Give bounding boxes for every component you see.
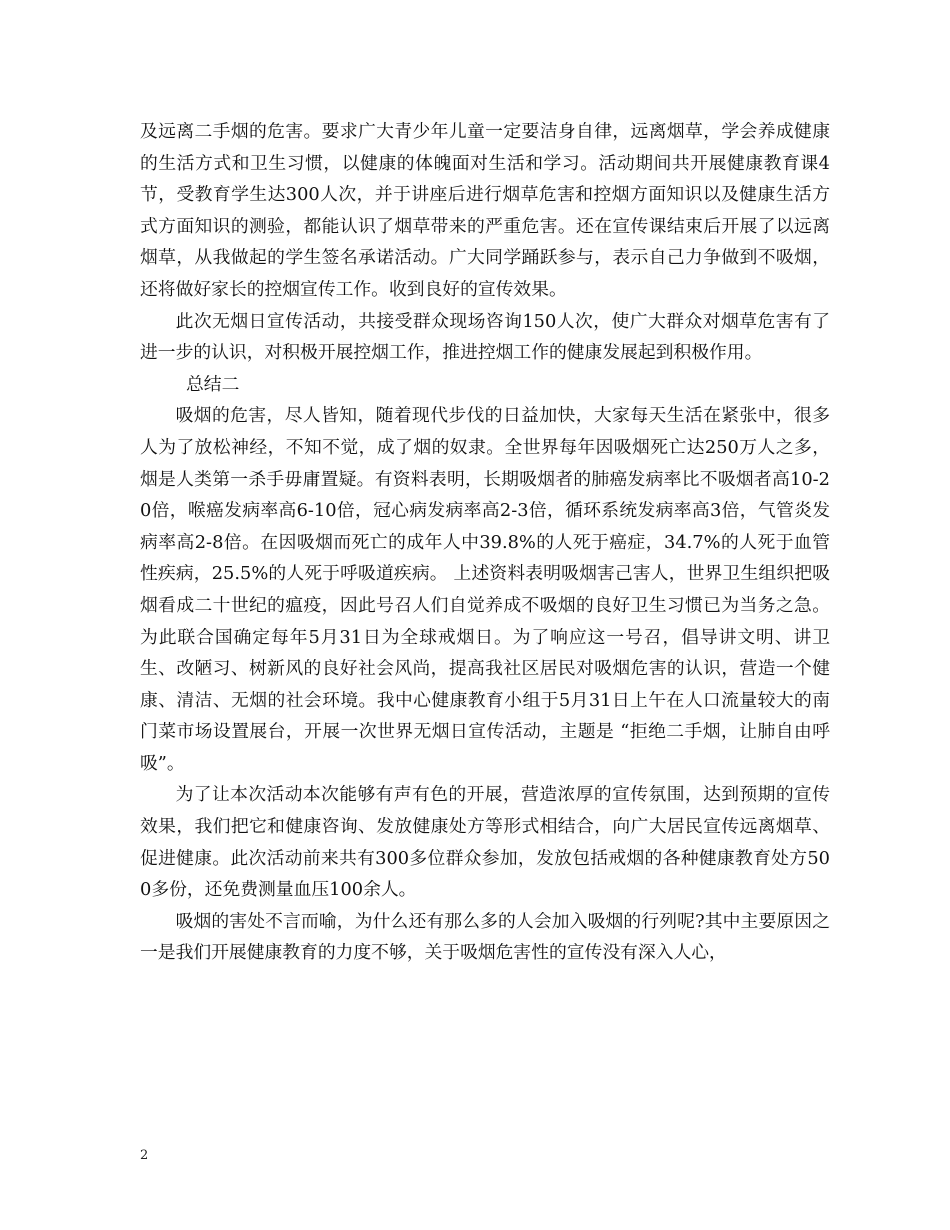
section-heading: 总结二 — [186, 373, 240, 395]
paragraph-reasons: 吸烟的害处不言而喻，为什么还有那么多的人会加入吸烟的行列呢?其中主要原因之一是我们开展健康教育的力度不够，关于吸烟危害性的宣传没有深入人心， — [140, 910, 830, 964]
paragraph-smoking-harm: 吸烟的危害，尽人皆知，随着现代步伐的日益加快，大家每天生活在紧张中，很多人为了放松神经，不知不觉，成了烟的奴隶。全世界每年因吸烟死亡达250万人之多，烟是人类第一杀手毋庸置疑。有资料表明，长期吸烟者的肺癌发病率比不吸烟者高10-20倍，喉癌发病率高6-10倍，冠心病发病率高2-3倍，循环系统发病率高3倍，气管炎发病率高2-8倍。在因吸烟而死亡的成年人中39.8%的人死于癌症，34.7%的人死于血管性疾病，25.5%的人死于呼吸道疾病。 上述资料表明吸烟害己害人，世界卫生组织把吸烟看成二十世纪的瘟疫，因此号召人们自觉养成不吸烟的良好卫生习惯已为当务之急。为此联合国确定每年5月31日为全球戒烟日。为了响应这一号召，倡导讲文明、讲卫生、改陋习、树新风的良好社会风尚，提高我社区居民对吸烟危害的认识，营造一个健康、清洁、无烟的社会环境。我中心健康教育小组于5月31日上午在人口流量较大的南门菜市场设置展台，开展一次世界无烟日宣传活动，主题是 “拒绝二手烟，让肺自由呼吸”。 — [140, 405, 830, 774]
paragraph-continued: 及远离二手烟的危害。要求广大青少年儿童一定要洁身自律，远离烟草，学会养成健康的生活方式和卫生习惯，以健康的体魄面对生活和学习。活动期间共开展健康教育课4节，受教育学生达300人次，并于讲座后进行烟草危害和控烟方面知识以及健康生活方式方面知识的测验，都能认识了烟草带来的严重危害。还在宣传课结束后开展了以远离烟草，从我做起的学生签名承诺活动。广大同学踊跃参与，表示自己力争做到不吸烟，还将做好家长的控烟宣传工作。收到良好的宣传效果。 — [140, 121, 830, 300]
paragraph-activity-details: 为了让本次活动本次能够有声有色的开展，营造浓厚的宣传氛围，达到预期的宣传效果，我们把它和健康咨询、发放健康处方等形式相结合，向广大居民宣传远离烟草、促进健康。此次活动前来共有300多位群众参加，发放包括戒烟的各种健康教育处方500多份，还免费测量血压100余人。 — [140, 784, 830, 901]
document-body — [140, 116, 830, 969]
paragraph-consultation-summary: 此次无烟日宣传活动，共接受群众现场咨询150人次，使广大群众对烟草危害有了进一步的认识，对积极开展控烟工作，推进控烟工作的健康发展起到积极作用。 — [140, 310, 830, 364]
page-number: 2 — [140, 1148, 149, 1163]
